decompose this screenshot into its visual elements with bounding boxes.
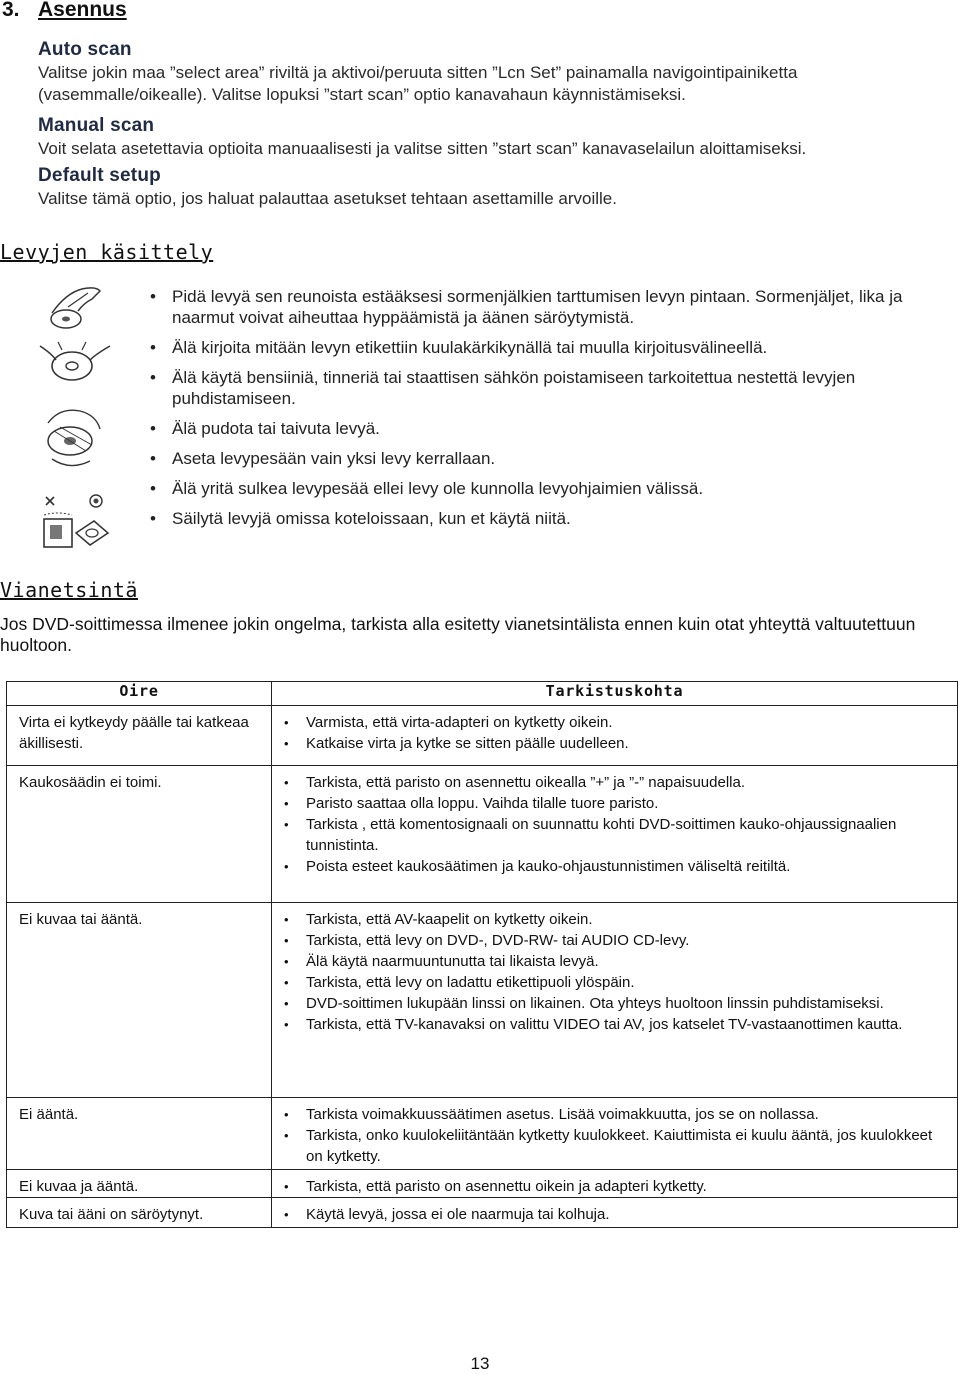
troubleshooting-heading: Vianetsintä	[0, 578, 138, 602]
check-item: • Tarkista voimakkuussäätimen asetus. Lisää voimakkuutta, jos se on nollassa.	[284, 1106, 819, 1123]
symptom-cell: Ei ääntä.	[7, 1098, 272, 1170]
default-setup-heading: Default setup	[38, 165, 161, 186]
section-number: 3.	[2, 0, 20, 21]
list-item: • Älä yritä sulkea levypesää ellei levy ole kunnolla levyohjaimien välissä.	[150, 479, 704, 498]
auto-scan-heading: Auto scan	[38, 39, 132, 60]
table-row	[7, 766, 958, 903]
auto-scan-text: Valitse jokin maa ”select area” riviltä ja aktivoi/peruuta sitten ”Lcn Set” painamalla navigointipainiketta (vasemmalle/oikealle). Valitse lopuksi ”start scan” optio kanavahaun käynnistämiseksi.	[38, 63, 798, 104]
check-item: • DVD-soittimen lukupään linssi on likainen. Ota yhteys huoltoon linssin puhdistamiseksi.	[284, 995, 884, 1012]
list-item: • Älä pudota tai taivuta levyä.	[150, 419, 380, 438]
symptom-cell: Kuva tai ääni on säröytynyt.	[7, 1198, 272, 1228]
disc-handling-list	[150, 286, 950, 538]
disc-illustrations	[30, 283, 120, 553]
disc-storage-icon	[40, 493, 112, 553]
symptom-cell: Virta ei kytkeydy päälle tai katkeaa äkillisesti.	[7, 706, 272, 766]
list-item: • Pidä levyä sen reunoista estääksesi sormenjälkien tarttumisen levyn pintaan. Sormenjäljet, lika ja naarmut voivat aiheuttaa hyppäämistä ja äänen säröytymistä.	[150, 287, 903, 327]
check-item: • Poista esteet kaukosäätimen ja kauko-ohjaustunnistimen väliseltä reitiltä.	[284, 858, 791, 875]
auto-scan-block	[38, 38, 958, 106]
manual-scan-heading: Manual scan	[38, 115, 155, 136]
column-header-check: Tarkistuskohta	[272, 682, 958, 706]
list-item: • Älä käytä bensiiniä, tinneriä tai staattisen sähkön poistamiseen tarkoitettua nestettä levyjen puhdistamiseen.	[150, 368, 856, 408]
check-cell	[272, 766, 958, 903]
check-item: • Tarkista , että komentosignaali on suunnattu kohti DVD-soittimen kauko-ohjaussignaalien tunnistinta.	[284, 816, 897, 854]
manual-scan-text: Voit selata asetettavia optioita manuaalisesti ja valitse sitten ”start scan” kanavaselailun aloittamiseksi.	[38, 139, 807, 158]
default-setup-block	[38, 164, 958, 210]
check-cell	[272, 706, 958, 766]
troubleshooting-intro: Jos DVD-soittimessa ilmenee jokin ongelma, tarkista alla esitetty vianetsintälista ennen kuin otat yhteyttä valtuutettuun huoltoon.	[0, 614, 916, 655]
check-item: • Käytä levyä, jossa ei ole naarmuja tai kolhuja.	[284, 1206, 610, 1223]
table-row	[7, 1170, 958, 1198]
check-item: • Tarkista, että levy on DVD-, DVD-RW- tai AUDIO CD-levy.	[284, 932, 690, 949]
table-header-row	[7, 682, 958, 706]
list-item: • Älä kirjoita mitään levyn etikettiin kuulakärkikynällä tai muulla kirjoitusvälineellä.	[150, 338, 768, 357]
check-cell	[272, 903, 958, 1098]
disc-fingerprint-icon	[48, 283, 104, 333]
check-item: • Tarkista, että TV-kanavaksi on valittu VIDEO tai AV, jos katselet TV-vastaanottimen kautta.	[284, 1016, 903, 1033]
table-row	[7, 903, 958, 1098]
symptom-cell: Ei kuvaa ja ääntä.	[7, 1170, 272, 1198]
disc-handling-heading: Levyjen käsittely	[0, 240, 214, 264]
table-row	[7, 1198, 958, 1228]
check-item: • Paristo saattaa olla loppu. Vaihda tilalle tuore paristo.	[284, 795, 659, 812]
check-item: • Varmista, että virta-adapteri on kytketty oikein.	[284, 714, 613, 731]
section-heading: Asennus	[38, 0, 127, 21]
check-item: • Tarkista, että paristo on asennettu oikealla ”+” ja ”-” napaisuudella.	[284, 774, 745, 791]
list-item: • Aseta levypesään vain yksi levy kerrallaan.	[150, 449, 496, 468]
check-item: • Tarkista, että levy on ladattu etikettipuoli ylöspäin.	[284, 974, 635, 991]
page-number: 13	[470, 1354, 490, 1373]
check-cell	[272, 1198, 958, 1228]
default-setup-text: Valitse tämä optio, jos haluat palauttaa asetukset tehtaan asettamille arvoille.	[38, 189, 617, 208]
check-item: • Katkaise virta ja kytke se sitten päälle uudelleen.	[284, 735, 629, 752]
disc-pen-icon	[36, 338, 114, 388]
column-header-symptom: Oire	[7, 682, 272, 706]
section-title	[2, 0, 127, 22]
check-item: • Tarkista, onko kuulokeliitäntään kytketty kuulokkeet. Kaiuttimista ei kuulu ääntä, jos kuulokkeet on kytketty.	[284, 1127, 933, 1165]
check-cell	[272, 1170, 958, 1198]
check-cell	[272, 1098, 958, 1170]
troubleshooting-table	[6, 681, 958, 1228]
manual-scan-block	[38, 114, 958, 160]
check-item: • Tarkista, että AV-kaapelit on kytketty oikein.	[284, 911, 593, 928]
check-item: • Älä käytä naarmuuntunutta tai likaista levyä.	[284, 953, 599, 970]
list-item: • Säilytä levyjä omissa koteloissaan, kun et käytä niitä.	[150, 509, 571, 528]
check-item: • Tarkista, että paristo on asennettu oikein ja adapteri kytketty.	[284, 1178, 707, 1195]
symptom-cell: Ei kuvaa tai ääntä.	[7, 903, 272, 1098]
table-row	[7, 1098, 958, 1170]
symptom-cell: Kaukosäädin ei toimi.	[7, 766, 272, 903]
table-row	[7, 706, 958, 766]
disc-cleaning-icon	[40, 401, 106, 473]
